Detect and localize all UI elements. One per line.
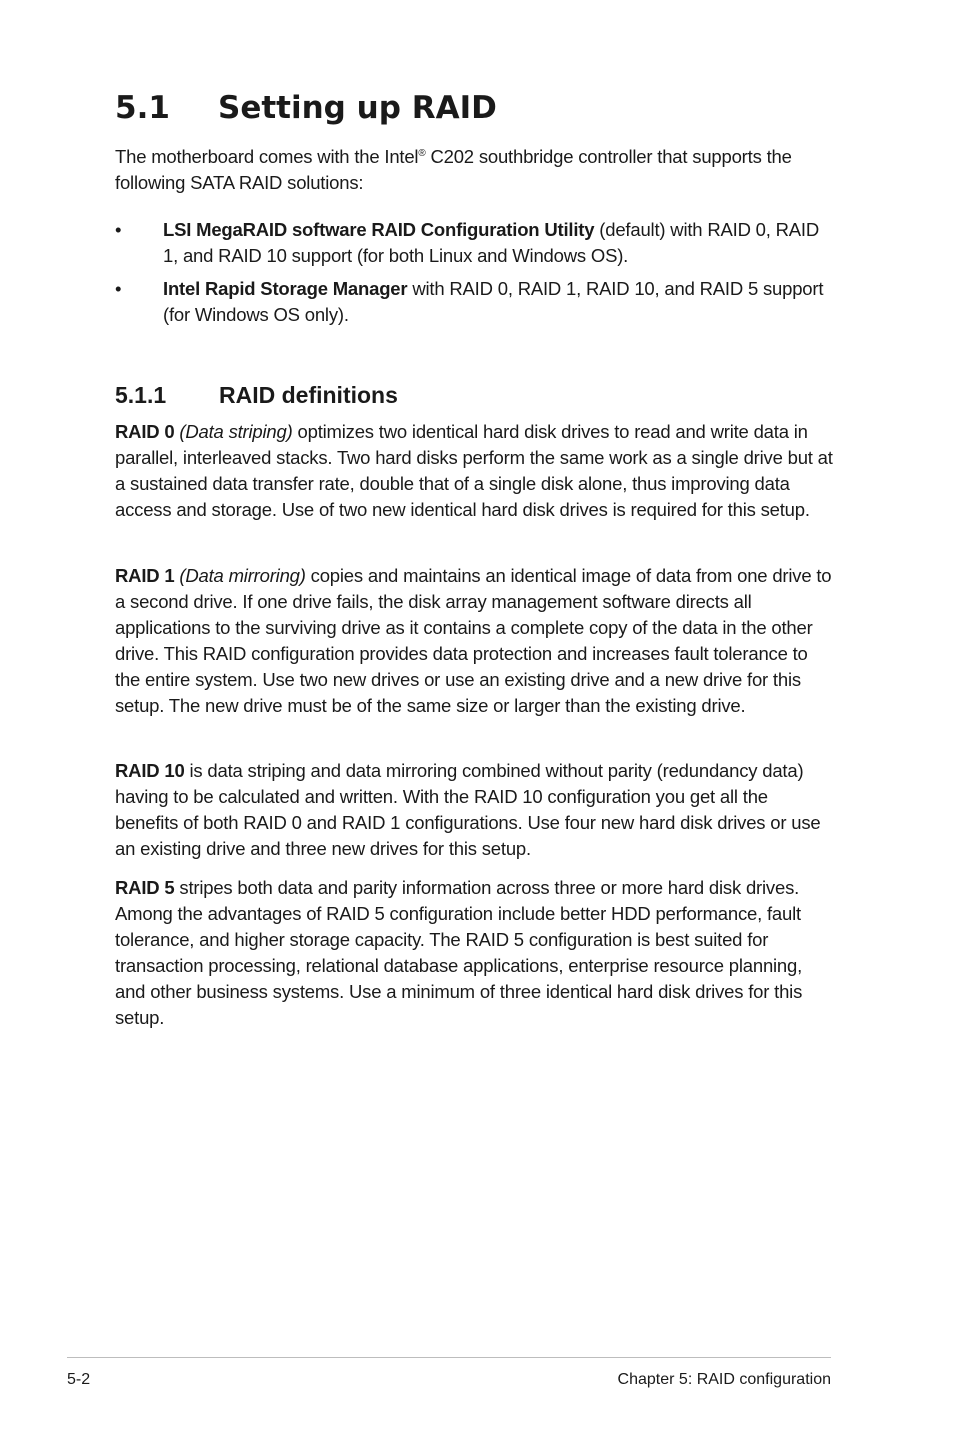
intro-text: The motherboard comes with the Intel bbox=[115, 146, 419, 167]
footer-divider bbox=[67, 1357, 831, 1358]
raid-term: RAID 10 bbox=[115, 760, 185, 781]
bullet-marker: • bbox=[115, 278, 122, 299]
raid-description: optimizes two identical hard disk drives to read and write data in parallel, interleaved stacks. Two hard disks perform the same work as a single drive but at a sustained data transfer rate, double that of a single disk alone, thus improving data access and storage. Use of two new identical hard disk drives is required for this setup. bbox=[115, 421, 833, 520]
raid-description: copies and maintains an identical image of data from one drive to a second drive. If one drive fails, the disk array management software directs all applications to the surviving drive as it contains a complete copy of the data in the other drive. This RAID configuration provides data protection and increases fault tolerance to the entire system. Use two new drives or use an existing drive and a new drive for this setup. The new drive must be of the same size or larger than the existing drive. bbox=[115, 565, 832, 716]
bullet-description: with RAID 0, RAID 1, RAID 10, and RAID 5 support (for Windows OS only). bbox=[163, 278, 824, 325]
bullet-description: (default) with RAID 0, RAID 1, and RAID 10 support (for both Linux and Windows OS). bbox=[163, 219, 820, 266]
intro-paragraph bbox=[115, 144, 835, 196]
page-number: 5-2 bbox=[67, 1371, 91, 1388]
raid-term: RAID 5 bbox=[115, 877, 175, 898]
bullet-marker: • bbox=[115, 219, 122, 240]
raid1-definition bbox=[115, 563, 835, 719]
subsection-title: RAID definitions bbox=[219, 382, 398, 408]
raid-term: RAID 0 bbox=[115, 421, 175, 442]
raid5-definition bbox=[115, 875, 835, 1031]
bullet-term: LSI MegaRAID software RAID Configuration Utility bbox=[163, 219, 595, 240]
raid-description: is data striping and data mirroring combined without parity (redundancy data) having to be calculated and written. With the RAID 10 configuration you get all the benefits of both RAID 0 and RAID 1 configurations. Use four new hard disk drives or use an existing drive and three new drives for this setup. bbox=[115, 760, 821, 859]
raid-term: RAID 1 bbox=[115, 565, 175, 586]
intro-text-continued: C202 southbridge controller that supports the following SATA RAID solutions: bbox=[115, 146, 792, 193]
bullet-text bbox=[163, 276, 835, 328]
subsection-number: 5.1.1 bbox=[115, 382, 167, 408]
section-title: Setting up RAID bbox=[218, 90, 497, 126]
chapter-title: Chapter 5: RAID configuration bbox=[617, 1371, 831, 1388]
raid-alias: (Data mirroring) bbox=[174, 565, 306, 586]
raid-description: stripes both data and parity information across three or more hard disk drives. Among the advantages of RAID 5 configuration include better HDD performance, fault tolerance, and higher storage capacity. The RAID 5 configuration is best suited for transaction processing, relational database applications, enterprise resource planning, and other business systems. Use a minimum of three identical hard disk drives for this setup. bbox=[115, 877, 803, 1028]
registered-mark: ® bbox=[418, 147, 426, 159]
raid10-definition bbox=[115, 758, 835, 862]
raid0-definition bbox=[115, 419, 835, 523]
raid-alias: (Data striping) bbox=[174, 421, 293, 442]
bullet-text bbox=[163, 217, 835, 269]
section-number: 5.1 bbox=[115, 90, 170, 126]
bullet-term: Intel Rapid Storage Manager bbox=[163, 278, 408, 299]
